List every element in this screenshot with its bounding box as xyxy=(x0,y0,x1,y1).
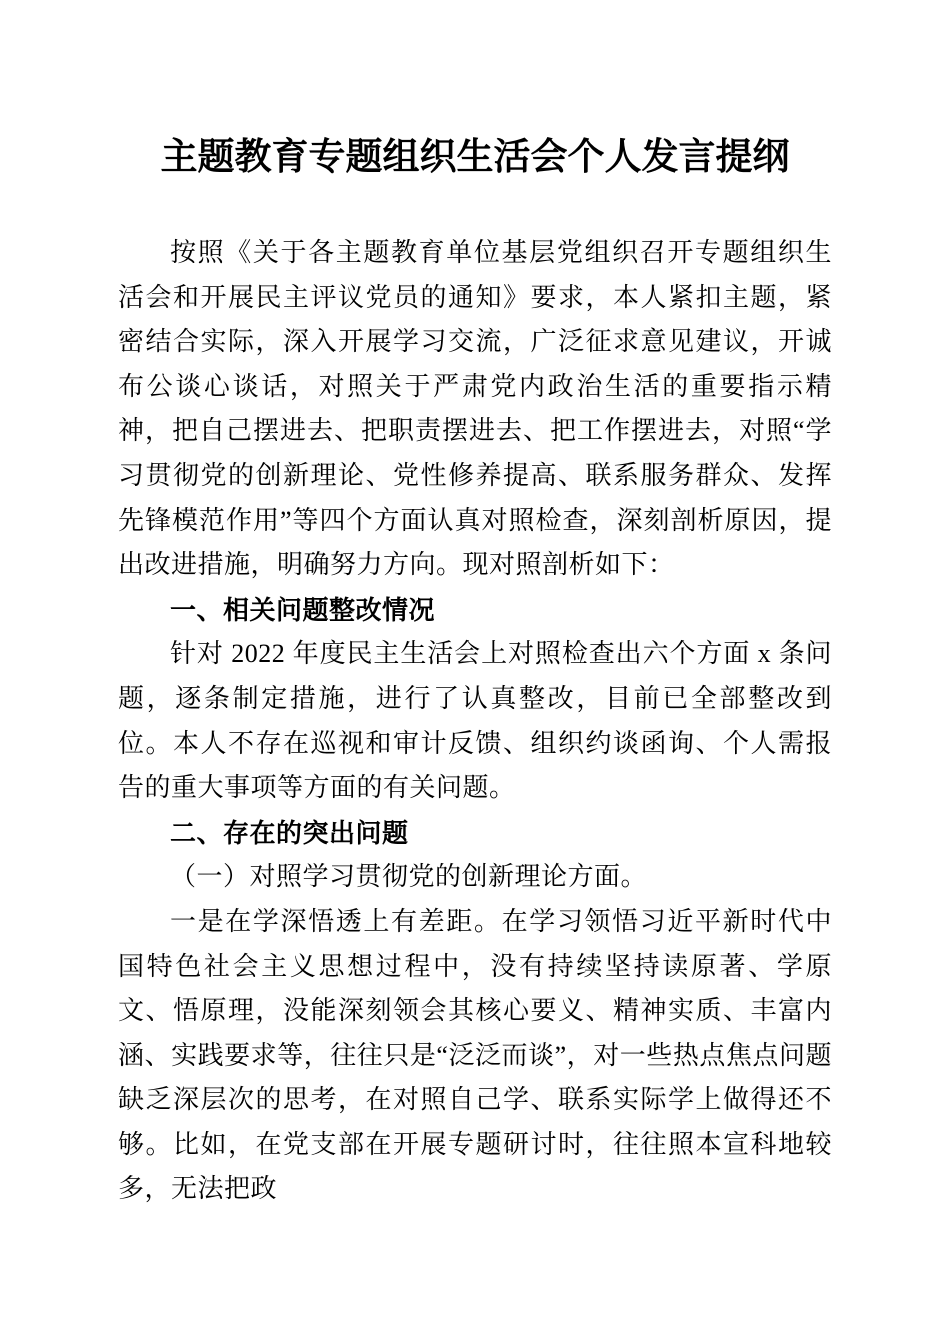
document-title: 主题教育专题组织生活会个人发言提纲 xyxy=(160,137,790,178)
subsection-1-heading: （一）对照学习贯彻党的创新理论方面。 xyxy=(170,862,648,892)
intro-paragraph: 按照《关于各主题教育单位基层党组织召开专题组织生活会和开展民主评议党员的通知》要求，本人紧扣主题，紧密结合实际，深入开展学习交流，广泛征求意见建议，开诚布公谈心谈话，对照关于严肃党内政治生活的重要指示精神，把自己摆进去、把职责摆进去、把工作摆进去，对照“学习贯彻党的创新理论、党性修养提高、联系服务群众、发挥先锋模范作用”等四个方面认真对照检查，深刻剖析原因，提出改进措施，明确努力方向。现对照剖析如下： xyxy=(118,238,832,580)
section-1-body-paragraph: 针对 2022 年度民主生活会上对照检查出六个方面 x 条问题，逐条制定措施，进行了认真整改，目前已全部整改到位。本人不存在巡视和审计反馈、组织约谈函询、个人需报告的重大事项等方面的有关问题。 xyxy=(118,639,832,803)
section-2-heading: 二、存在的突出问题 xyxy=(170,817,409,848)
item-1-lead-phrase: 一是在学深悟透上有差距。 xyxy=(170,906,502,936)
section-1-heading: 一、相关问题整改情况 xyxy=(170,594,436,625)
item-1-body-text: 在学习领悟习近平新时代中国特色社会主义思想过程中，没有持续坚持读原著、学原文、悟原理，没能深刻领会其核心要义、精神实质、丰富内涵、实践要求等，往往只是“泛泛而谈”，对一些热点焦点问题缺乏深层次的思考，在对照自己学、联系实际学上做得还不够。比如，在党支部在开展专题研讨时，往往照本宣科地较多，无法把政 xyxy=(118,906,832,1204)
item-1-paragraph xyxy=(118,900,832,1212)
